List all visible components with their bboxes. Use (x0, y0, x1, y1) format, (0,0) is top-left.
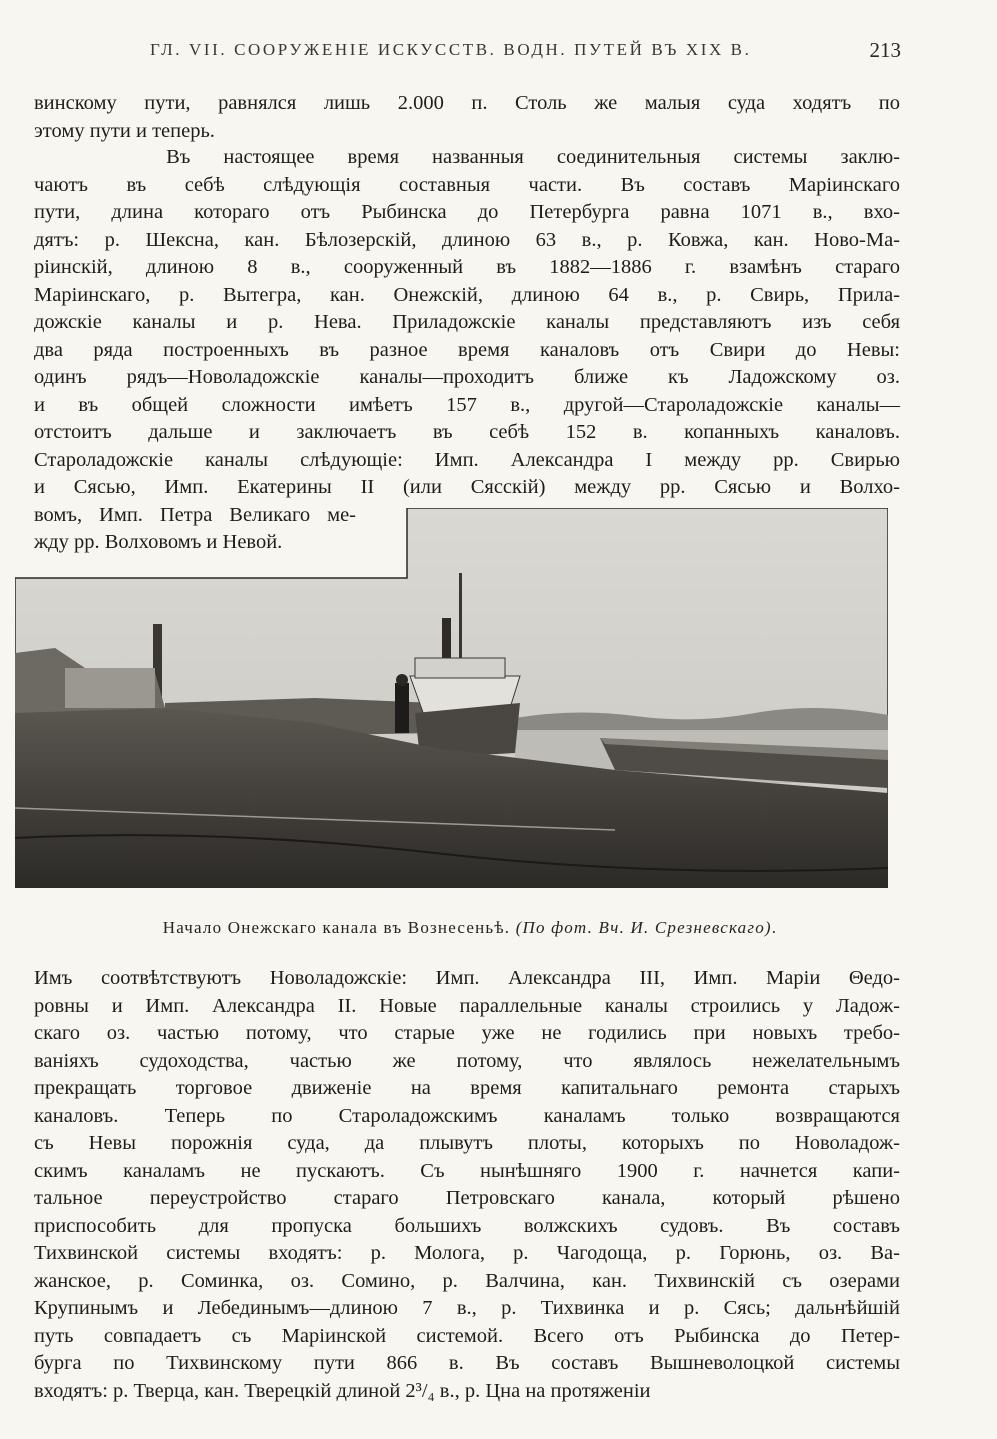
text-line: дожскіе каналы и р. Нева. Приладожскіе каналы представляютъ изъ себя (34, 311, 900, 333)
text-line: жду рр. Волховомъ и Невой. (34, 531, 283, 553)
photo-onega-canal (15, 508, 888, 888)
text-line: два ряда построенныхъ въ разное время каналовъ отъ Свири до Невы: (34, 338, 900, 361)
text-line: жанское, р. Соминка, оз. Сомино, р. Валчина, кан. Тихвинскій съ озерами (34, 1269, 900, 1292)
caption-main: Начало Онежскаго канала въ Вознесеньѣ. (162, 918, 516, 937)
text-line: этому пути и теперь. (34, 119, 215, 142)
text-line: тальное переустройство стараго Петровскаго канала, который рѣшено (34, 1187, 900, 1209)
text-line: одинъ рядъ—Новоладожскіе каналы—проходитъ ближе къ Ладожскому оз. (34, 366, 900, 388)
text-line: Тихвинской системы входятъ: р. Молога, р. Чагодоща, р. Горюнь, оз. Ва- (34, 1242, 900, 1264)
text-line: скимъ каналамъ не пускаютъ. Съ нынѣшняго 1900 г. начнется капи- (34, 1159, 900, 1182)
text-line: ваніяхъ судоходства, частью же потому, что являлось нежелательнымъ (34, 1049, 900, 1072)
text-line: чаютъ въ себѣ слѣдующія составныя части. Въ составъ Маріинскаго (34, 173, 900, 196)
text-line: Маріинскаго, р. Вытегра, кан. Онежскій, длиною 64 в., р. Свирь, Прила- (34, 283, 900, 306)
text-line: Въ настоящее время названныя соединительныя системы заклю- (34, 146, 900, 168)
photo-image (15, 508, 888, 888)
text-line: каналовъ. Теперь по Староладожскимъ каналамъ только возвращаются (34, 1104, 900, 1127)
caption-end: . (771, 918, 778, 937)
text-line: вомъ, Имп. Петра Великаго ме- (34, 503, 356, 526)
text-line: и въ общей сложности имѣетъ 157 в., другой—Староладожскіе каналы— (34, 393, 900, 416)
page-number: 213 (869, 38, 901, 62)
text-line: Имъ соотвѣтствуютъ Новоладожскіе: Имп. Александра III, Имп. Маріи Θедо- (34, 967, 900, 989)
text-line: путь совпадаетъ съ Маріинской системой. Всего отъ Рыбинска до Петер- (34, 1324, 900, 1347)
text-line: Староладожскіе каналы слѣдующіе: Имп. Александра I между рр. Свирью (34, 448, 900, 471)
text-line: дятъ: р. Шексна, кан. Бѣлозерскій, длиною 63 в., р. Ковжа, кан. Ново-Ма- (34, 228, 900, 251)
text-line: Крупинымъ и Лебединымъ—длиною 7 в., р. Тихвинка и р. Сясь; дальнѣйшій (34, 1297, 900, 1319)
page-header (150, 40, 901, 70)
text-line: съ Невы порожнія суда, да плывутъ плоты, которыхъ по Новоладож- (34, 1132, 900, 1154)
text-line: прекращать торговое движеніе на время капитальнаго ремонта старыхъ (34, 1077, 900, 1099)
text-line: скаго оз. частью потому, что старые уже не годились при новыхъ требо- (34, 1022, 900, 1044)
paragraph-1 (34, 90, 900, 145)
photo-caption (30, 918, 910, 938)
text-line: отстоитъ дальше и заключаетъ въ себѣ 152 в. копанныхъ каналовъ. (34, 421, 900, 443)
paragraph-2 (34, 144, 900, 557)
text-line: винскому пути, равнялся лишь 2.000 п. Столь же малыя суда ходятъ по (34, 92, 900, 114)
text-line: входятъ: р. Тверца, кан. Тверецкій длиной 2³/₄ в., р. Цна на протяженіи (34, 1379, 651, 1402)
paragraph-3 (34, 965, 900, 1405)
text-line: ровны и Имп. Александра II. Новые параллельные каналы строились у Ладож- (34, 994, 900, 1017)
text-line: бурга по Тихвинскому пути 866 в. Въ составъ Вышневолоцкой системы (34, 1352, 900, 1374)
text-line: ріинскій, длиною 8 в., сооруженный въ 1882—1886 г. взамѣнъ стараго (34, 256, 900, 278)
text-line: и Сясью, Имп. Екатерины II (или Сясскій) между рр. Сясью и Волхо- (34, 476, 900, 498)
caption-credit: (По фот. Вч. И. Срезневскаго) (515, 918, 772, 937)
running-head: ГЛ. VII. СООРУЖЕНІЕ ИСКУССТВ. ВОДН. ПУТЕЙ ВЪ XIX В. (150, 40, 752, 59)
text-line: приспособить для пропуска большихъ волжскихъ судовъ. Въ составъ (34, 1214, 900, 1237)
text-line: пути, длина котораго отъ Рыбинска до Петербурга равна 1071 в., вхо- (34, 201, 900, 223)
